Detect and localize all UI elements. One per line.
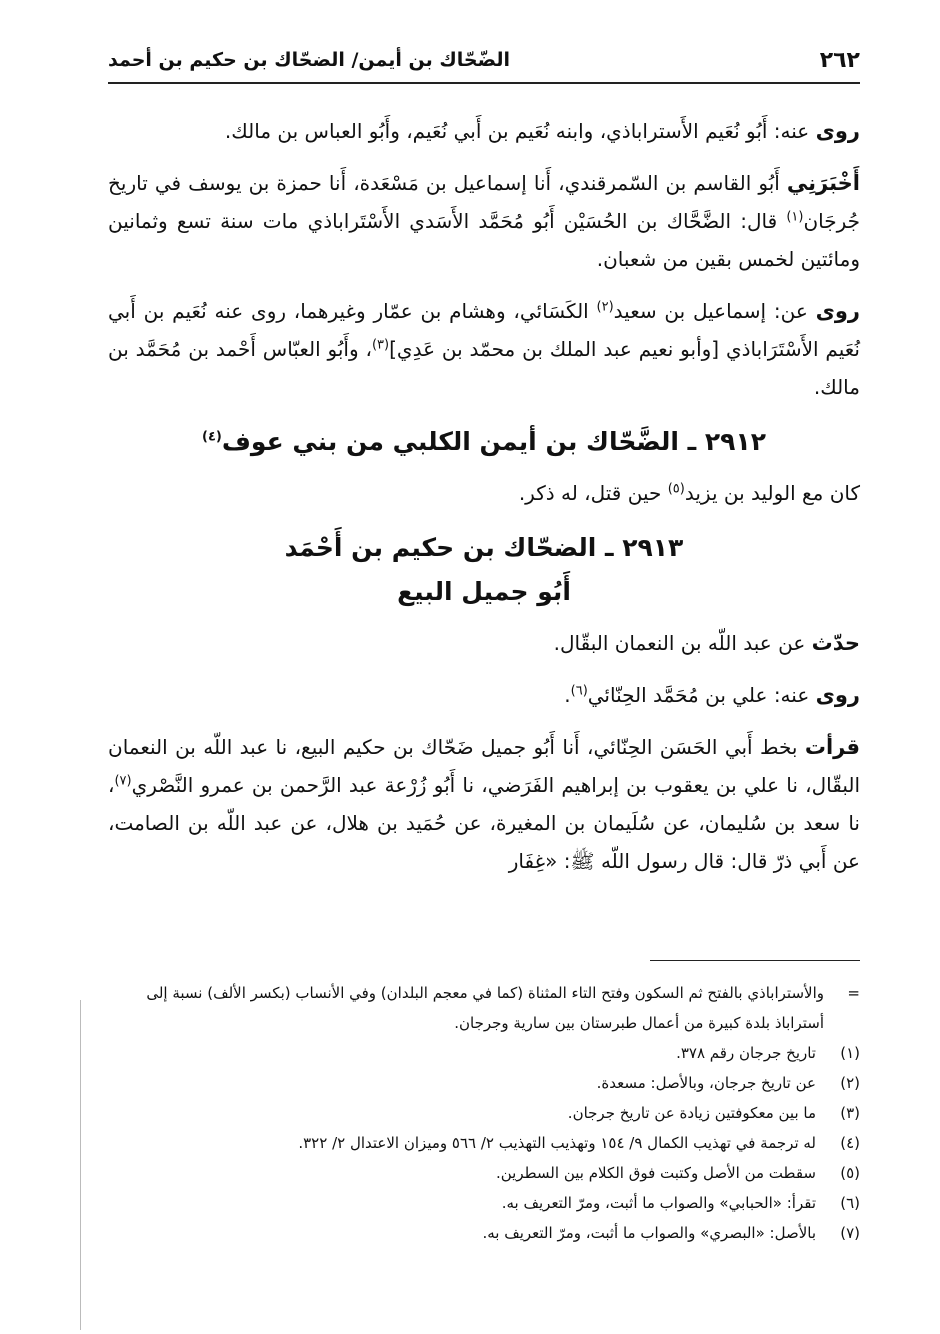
footnote-item	[108, 1158, 860, 1188]
keyword-rawa: روى	[815, 119, 860, 143]
keyword-rawa: روى	[815, 299, 860, 323]
paragraph-qaratu	[108, 728, 860, 880]
footnote-number: (٧)	[840, 1224, 860, 1242]
footnote-ref[interactable]: (٥)	[667, 481, 685, 497]
footnote-text: تاريخ جرجان رقم ٣٧٨.	[676, 1044, 816, 1062]
page-number: ٢٦٢	[819, 47, 860, 73]
entry-heading-2912	[108, 420, 860, 464]
continuation-marker: =	[847, 984, 860, 1002]
paragraph-narrators-from-him	[108, 676, 860, 714]
paragraph-text: عن عبد اللّه بن النعمان البقّال.	[553, 631, 812, 655]
paragraph-text: أَبُو القاسم بن السّمرقندي، أَنا إسماعيل بن مَسْعَدة، أَنا حمزة بن يوسف في تاريخ جُرجَان	[108, 171, 860, 233]
paragraph-narrators-from-him	[108, 112, 860, 150]
footnote-text: عن تاريخ جرجان، وبالأصل: مسعدة.	[596, 1074, 816, 1092]
entry-kunya: أَبُو جميل البيع	[397, 577, 571, 606]
keyword-akhbarani: أَخْبَرَنِي	[786, 171, 860, 195]
paragraph-text: كان مع الوليد بن يزيد	[684, 481, 860, 505]
keyword-rawa: روى	[815, 683, 860, 707]
footnote-text: والأستراباذي بالفتح ثم السكون وفتح التاء المثناة (كما في معجم البلدان) وفي الأنساب (بكسر الألف) نسبة إلى أستراباذ بلدة كبيرة من أعمال طبرستان بين سارية وجرجان.	[146, 984, 824, 1032]
footnote-number: (٥)	[840, 1164, 860, 1182]
footnote-text: سقطت من الأصل وكتبت فوق الكلام بين السطرين.	[495, 1164, 816, 1182]
paragraph-haddatha	[108, 624, 860, 662]
footnote-number: (٦)	[840, 1194, 860, 1212]
footnote-number: (١)	[840, 1044, 860, 1062]
scan-margin-line	[80, 1000, 81, 1330]
paragraph-text: .	[564, 683, 571, 707]
entry-title: ٢٩١٢ ـ الضَّحّاك بن أيمن الكلبي من بني عوف	[221, 427, 766, 456]
paragraph-text: قال: الضَّحَّاك بن الحُسَيْن أَبُو مُحَمَّد الأَسَدي الأَسْتَراباذي مات سنة تسع وثمانين ومائتين لخمس بقين من شعبان.	[108, 209, 860, 271]
keyword-haddatha: حدّث	[811, 631, 860, 655]
paragraph-text: بخط أَبي الحَسَن الحِنّائي، أَنا أَبُو جميل ضَحّاك بن حكيم البيع، نا عبد اللّه بن النعمان البقّال، نا علي بن يعقوب بن إبراهيم الفَرَضي، نا أَبُو زُرْعة عبد الرَّحمن بن عمرو النَّصْري	[108, 735, 860, 797]
paragraph-text: حين قتل، له ذكر.	[518, 481, 668, 505]
footnote-text: ما بين معكوفتين زيادة عن تاريخ جرجان.	[567, 1104, 816, 1122]
footnote-text: له ترجمة في تهذيب الكمال ٩/ ١٥٤ وتهذيب التهذيب ٢/ ٥٦٦ وميزان الاعتدال ٢/ ٣٢٢.	[298, 1134, 816, 1152]
paragraph-text: الكَسَائي، وهشام بن عمّار وغيرهما، روى عنه نُعَيم بن أَبي نُعَيم الأَسْتَرَاباذي [وأبو نعيم عبد الملك بن محمّد بن عَدِي]	[108, 299, 860, 361]
footnote-continuation	[108, 978, 860, 1038]
footnote-ref[interactable]: (٧)	[114, 773, 132, 789]
footnote-ref[interactable]: (٣)	[371, 337, 390, 353]
paragraph-al-walid	[108, 474, 860, 512]
paragraph-text: ، وأَبُو العبّاس أَحْمد بن مُحَمَّد بن مالك.	[108, 337, 860, 399]
paragraph-narrated-from	[108, 292, 860, 406]
paragraph-akhbarani	[108, 164, 860, 278]
footnotes	[108, 978, 860, 1248]
paragraph-text: ، نا سعد بن سُليمان، عن سُلَيمان بن المغيرة، عن حُمَيد بن هلال، عن عبد اللّه بن الصامت، عن أَبي ذرّ قال: قال رسول اللّه ﷺ: «غِفَار	[108, 773, 860, 873]
footnote-number: (٤)	[840, 1134, 860, 1152]
footnote-item	[108, 1218, 860, 1248]
entry-title: ٢٩١٣ ـ الضحّاك بن حكيم بن أَحْمَد	[284, 533, 684, 562]
keyword-qaratu: قرأت	[804, 735, 860, 759]
footnote-text: تقرأ: «الحبابي» والصواب ما أثبت، ومرّ التعريف به.	[501, 1194, 816, 1212]
main-text	[108, 112, 860, 894]
footnote-text: بالأصل: «البصري» والصواب ما أثبت، ومرّ التعريف به.	[482, 1224, 816, 1242]
footnote-number: (٣)	[840, 1104, 860, 1122]
footnote-item	[108, 1098, 860, 1128]
footnote-item	[108, 1188, 860, 1218]
footnote-ref[interactable]: (٦)	[570, 683, 588, 699]
footnote-item	[108, 1128, 860, 1158]
paragraph-text: عن: إسماعيل بن سعيد	[613, 299, 816, 323]
footnote-number: (٢)	[840, 1074, 860, 1092]
footnote-ref[interactable]: (٤)	[202, 429, 222, 445]
entry-heading-2913	[108, 526, 860, 614]
running-title: الضّحّاك بن أيمن/ الضحّاك بن حكيم بن أحمد	[108, 49, 510, 71]
footnote-item	[108, 1038, 860, 1068]
footnote-item	[108, 1068, 860, 1098]
paragraph-text: عنه: أَبُو نُعَيم الأَستراباذي، وابنه نُعَيم بن أَبي نُعَيم، وأَبُو العباس بن مالك.	[224, 119, 816, 143]
page-header	[108, 38, 860, 84]
paragraph-text: عنه: علي بن مُحَمَّد الحِنّائي	[587, 683, 816, 707]
footnote-ref[interactable]: (٢)	[596, 299, 614, 315]
footnote-ref[interactable]: (١)	[786, 209, 804, 225]
